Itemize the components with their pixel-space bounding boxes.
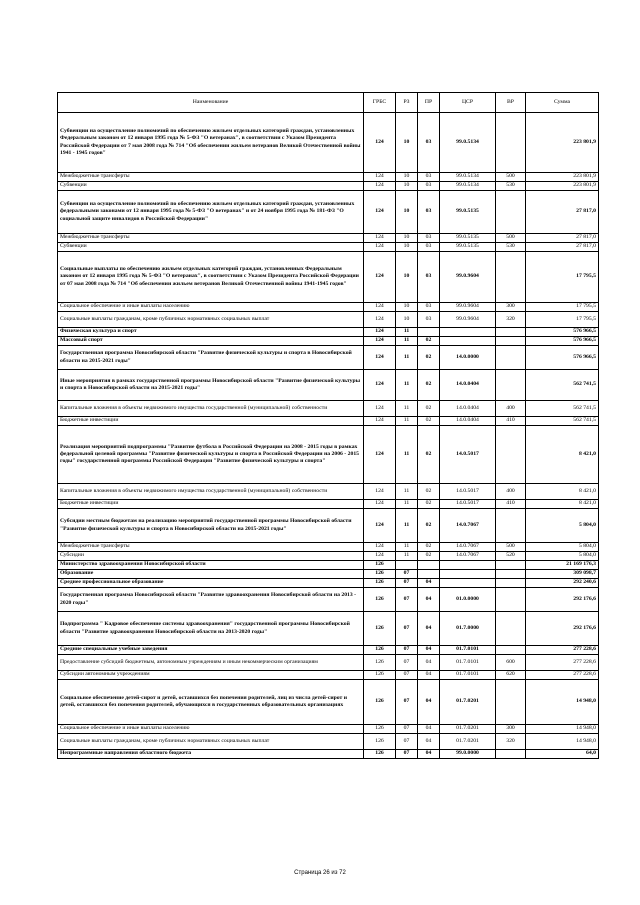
table-row [58, 646, 599, 655]
row-pr: 03 [418, 312, 440, 328]
row-name: Межбюджетные трансферты [58, 234, 364, 243]
row-name: Капитальные вложения в объекты недвижимого имущества государственной (муниципальной) собственности [58, 484, 364, 500]
row-csr [440, 561, 496, 570]
row-csr: 14.0.0404 [440, 401, 496, 417]
row-grbs: 126 [364, 561, 396, 570]
row-csr: 99.0.5135 [440, 191, 496, 234]
row-csr [440, 570, 496, 579]
row-vr: 300 [496, 303, 526, 312]
row-name: Субвенции [58, 182, 364, 191]
row-sum: 309 098,7 [526, 570, 599, 579]
row-grbs: 126 [364, 612, 396, 646]
row-vr [496, 191, 526, 234]
row-name: Государственная программа Новосибирской области "Развитие физической культуры и спорта в Новосибирской области на 2015-2021 годы" [58, 346, 364, 370]
row-grbs: 124 [364, 500, 396, 509]
row-sum: 17 795,5 [526, 252, 599, 303]
row-csr: 01.7.0201 [440, 680, 496, 725]
row-grbs: 124 [364, 173, 396, 182]
row-grbs: 124 [364, 346, 396, 370]
row-rz: 11 [396, 552, 418, 561]
row-grbs: 124 [364, 552, 396, 561]
table-row [58, 561, 599, 570]
row-grbs: 126 [364, 588, 396, 612]
row-vr [496, 561, 526, 570]
row-csr: 01.7.0201 [440, 734, 496, 750]
row-name: Социальные выплаты гражданам, кроме публичных нормативных социальных выплат [58, 734, 364, 750]
row-sum: 562 741,5 [526, 370, 599, 401]
row-csr: 01.7.0000 [440, 612, 496, 646]
row-grbs: 126 [364, 725, 396, 734]
table-row [58, 243, 599, 252]
table-row [58, 680, 599, 725]
row-pr [418, 561, 440, 570]
row-pr: 03 [418, 113, 440, 173]
row-pr: 04 [418, 725, 440, 734]
row-name: Социальное обеспечение и иные выплаты населению [58, 303, 364, 312]
row-sum: 27 817,0 [526, 234, 599, 243]
row-vr [496, 570, 526, 579]
row-vr [496, 252, 526, 303]
table-row [58, 509, 599, 543]
row-sum: 14 948,0 [526, 725, 599, 734]
row-csr: 99.0.0000 [440, 750, 496, 759]
row-grbs: 124 [364, 234, 396, 243]
row-vr: 600 [496, 655, 526, 671]
row-name: Непрограммные направления областного бюджета [58, 750, 364, 759]
row-pr: 02 [418, 417, 440, 426]
row-pr: 03 [418, 191, 440, 234]
row-pr: 04 [418, 750, 440, 759]
row-name: Социальные выплаты по обеспечению жильем отдельных категорий граждан, установленных Федеральным законом от 12 января 1995 года № 5-ФЗ "О ветеранах", в соответствии с Указом Президента Российской Федерации от 07 мая 2008 года № 714 "Об обеспечении жильем ветеранов Великой Отечественной войны 1941-1945 годов" [58, 252, 364, 303]
row-pr: 03 [418, 303, 440, 312]
row-sum: 562 741,5 [526, 417, 599, 426]
row-rz: 07 [396, 570, 418, 579]
table-row [58, 579, 599, 588]
row-pr: 04 [418, 734, 440, 750]
row-rz: 07 [396, 671, 418, 680]
table-row [58, 417, 599, 426]
table-row [58, 370, 599, 401]
row-sum: 576 966,5 [526, 346, 599, 370]
row-rz: 07 [396, 725, 418, 734]
row-sum: 5 804,0 [526, 509, 599, 543]
row-rz [396, 561, 418, 570]
row-csr: 99.0.5134 [440, 113, 496, 173]
table-row [58, 734, 599, 750]
row-rz: 07 [396, 680, 418, 725]
row-grbs: 124 [364, 417, 396, 426]
row-vr [496, 612, 526, 646]
row-rz: 11 [396, 509, 418, 543]
row-grbs: 126 [364, 579, 396, 588]
row-sum: 277 228,6 [526, 671, 599, 680]
row-vr [496, 646, 526, 655]
row-csr: 99.0.5135 [440, 243, 496, 252]
row-sum: 17 795,5 [526, 312, 599, 328]
row-name: Субсидии [58, 552, 364, 561]
row-vr: 530 [496, 182, 526, 191]
row-csr [440, 579, 496, 588]
row-vr: 400 [496, 401, 526, 417]
row-name: Бюджетные инвестиции [58, 500, 364, 509]
row-sum: 5 804,0 [526, 543, 599, 552]
row-vr: 300 [496, 725, 526, 734]
row-pr: 03 [418, 234, 440, 243]
row-csr: 14.0.7067 [440, 509, 496, 543]
table-row [58, 750, 599, 759]
row-vr: 520 [496, 552, 526, 561]
row-vr [496, 346, 526, 370]
row-csr: 01.7.0101 [440, 646, 496, 655]
row-rz: 10 [396, 182, 418, 191]
row-grbs: 124 [364, 401, 396, 417]
row-grbs: 124 [364, 509, 396, 543]
table-row [58, 671, 599, 680]
row-csr: 99.0.5134 [440, 182, 496, 191]
row-pr: 03 [418, 252, 440, 303]
row-pr: 04 [418, 671, 440, 680]
row-vr [496, 509, 526, 543]
row-sum: 223 801,9 [526, 182, 599, 191]
row-vr [496, 579, 526, 588]
row-name: Государственная программа Новосибирской области "Развитие здравоохранения Новосибирской области на 2013 - 2020 годы" [58, 588, 364, 612]
row-vr: 500 [496, 234, 526, 243]
table-row [58, 588, 599, 612]
row-pr: 02 [418, 401, 440, 417]
row-pr: 04 [418, 588, 440, 612]
row-name: Физическая культура и спорт [58, 328, 364, 337]
header-pr: ПР [418, 93, 440, 113]
row-sum: 27 817,0 [526, 243, 599, 252]
row-pr: 02 [418, 426, 440, 484]
row-grbs: 124 [364, 113, 396, 173]
row-pr: 04 [418, 646, 440, 655]
row-csr: 01.7.0201 [440, 725, 496, 734]
row-rz: 11 [396, 346, 418, 370]
row-csr: 14.0.0404 [440, 417, 496, 426]
table-row [58, 234, 599, 243]
row-csr: 14.0.5017 [440, 484, 496, 500]
row-rz: 11 [396, 370, 418, 401]
row-pr: 02 [418, 337, 440, 346]
row-name: Бюджетные инвестиции [58, 417, 364, 426]
row-grbs: 126 [364, 646, 396, 655]
row-pr [418, 328, 440, 337]
row-grbs: 124 [364, 243, 396, 252]
row-sum: 8 421,0 [526, 426, 599, 484]
row-csr: 14.0.0000 [440, 346, 496, 370]
row-name: Министерство здравоохранения Новосибирской области [58, 561, 364, 570]
row-name: Среднее профессиональное образование [58, 579, 364, 588]
table-row [58, 500, 599, 509]
table-row [58, 312, 599, 328]
row-vr [496, 426, 526, 484]
row-vr: 320 [496, 734, 526, 750]
row-rz: 10 [396, 303, 418, 312]
row-vr: 620 [496, 671, 526, 680]
row-rz: 07 [396, 588, 418, 612]
row-grbs: 124 [364, 370, 396, 401]
row-grbs: 126 [364, 655, 396, 671]
row-sum: 277 228,6 [526, 655, 599, 671]
table-row [58, 252, 599, 303]
row-name: Межбюджетные трансферты [58, 543, 364, 552]
row-rz: 11 [396, 417, 418, 426]
row-grbs: 124 [364, 484, 396, 500]
row-csr: 01.7.0101 [440, 671, 496, 680]
row-grbs: 126 [364, 570, 396, 579]
row-name: Субсидии местным бюджетам на реализацию мероприятий государственной программы Новосибирской области "Развитие физической культуры и спорта в Новосибирской области на 2015-2021 годы" [58, 509, 364, 543]
row-sum: 64,0 [526, 750, 599, 759]
row-vr [496, 680, 526, 725]
row-pr: 03 [418, 173, 440, 182]
header-vr: ВР [496, 93, 526, 113]
row-pr: 04 [418, 612, 440, 646]
row-sum: 576 966,5 [526, 328, 599, 337]
row-name: Подпрограмма " Кадровое обеспечение системы здравоохранения" государственной программы Новосибирской области "Развитие здравоохранения Новосибирской области на 2013-2020 годы" [58, 612, 364, 646]
row-sum: 562 741,5 [526, 401, 599, 417]
row-sum: 223 801,9 [526, 173, 599, 182]
table-row [58, 337, 599, 346]
table-row [58, 426, 599, 484]
row-rz: 11 [396, 484, 418, 500]
row-vr: 410 [496, 500, 526, 509]
row-name: Субсидии автономным учреждениям [58, 671, 364, 680]
row-grbs: 124 [364, 337, 396, 346]
row-grbs: 124 [364, 191, 396, 234]
row-grbs: 126 [364, 750, 396, 759]
row-vr: 400 [496, 484, 526, 500]
row-name: Капитальные вложения в объекты недвижимого имущества государственной (муниципальной) собственности [58, 401, 364, 417]
row-rz: 10 [396, 191, 418, 234]
row-rz: 10 [396, 113, 418, 173]
row-vr [496, 750, 526, 759]
row-rz: 11 [396, 401, 418, 417]
row-name: Социальное обеспечение детей-сирот и детей, оставшихся без попечения родителей, лиц из числа детей-сирот и детей, оставшихся без попечения родителей, обучающихся в государственных образовательных организациях [58, 680, 364, 725]
row-csr: 14.0.0404 [440, 370, 496, 401]
row-vr: 320 [496, 312, 526, 328]
row-rz: 11 [396, 426, 418, 484]
row-pr: 04 [418, 579, 440, 588]
table-row [58, 328, 599, 337]
row-pr: 03 [418, 182, 440, 191]
row-rz: 07 [396, 734, 418, 750]
row-grbs: 126 [364, 734, 396, 750]
row-csr: 14.0.5017 [440, 426, 496, 484]
table-row [58, 655, 599, 671]
row-vr [496, 113, 526, 173]
row-rz: 07 [396, 612, 418, 646]
row-grbs: 124 [364, 543, 396, 552]
row-vr [496, 588, 526, 612]
row-sum: 277 228,6 [526, 646, 599, 655]
row-grbs: 126 [364, 671, 396, 680]
row-grbs: 124 [364, 312, 396, 328]
row-name: Субвенции на осуществление полномочий по обеспечению жильем отдельных категорий граждан, установленных федеральными законами от 12 января 1995 года № 5-ФЗ "О ветеранах" и от 24 ноября 1995 года № 181-ФЗ "О социальной защите инвалидов в Российской Федерации" [58, 191, 364, 234]
table-row [58, 401, 599, 417]
row-csr: 14.0.5017 [440, 500, 496, 509]
row-sum: 5 804,0 [526, 552, 599, 561]
row-csr: 14.0.7067 [440, 543, 496, 552]
row-sum: 576 966,5 [526, 337, 599, 346]
page-footer: Страница 26 из 72 [294, 870, 346, 876]
row-pr: 02 [418, 509, 440, 543]
row-name: Образование [58, 570, 364, 579]
row-pr: 02 [418, 552, 440, 561]
table-row [58, 725, 599, 734]
row-csr: 99.0.9604 [440, 312, 496, 328]
row-name: Массовый спорт [58, 337, 364, 346]
row-rz: 11 [396, 543, 418, 552]
header-rz: РЗ [396, 93, 418, 113]
row-sum: 292 240,6 [526, 579, 599, 588]
row-name: Иные мероприятия в рамках государственной программы Новосибирской области "Развитие физической культуры и спорта в Новосибирской области на 2015-2021 годы" [58, 370, 364, 401]
row-name: Социальное обеспечение и иные выплаты населению [58, 725, 364, 734]
row-name: Субвенции [58, 243, 364, 252]
row-csr: 01.7.0101 [440, 655, 496, 671]
row-sum: 292 176,6 [526, 612, 599, 646]
table-header-row [58, 93, 599, 113]
row-csr: 99.0.9604 [440, 303, 496, 312]
table-row [58, 612, 599, 646]
row-rz: 10 [396, 234, 418, 243]
row-rz: 07 [396, 646, 418, 655]
row-csr: 99.0.9604 [440, 252, 496, 303]
table-row [58, 552, 599, 561]
row-csr: 99.0.5135 [440, 234, 496, 243]
row-pr: 02 [418, 500, 440, 509]
row-pr: 02 [418, 484, 440, 500]
row-csr [440, 337, 496, 346]
row-sum: 14 948,0 [526, 734, 599, 750]
row-rz: 07 [396, 655, 418, 671]
row-rz: 10 [396, 312, 418, 328]
table-row [58, 113, 599, 173]
row-pr: 03 [418, 243, 440, 252]
row-vr: 530 [496, 243, 526, 252]
budget-table [57, 92, 599, 759]
row-pr: 04 [418, 655, 440, 671]
row-csr: 14.0.7067 [440, 552, 496, 561]
row-vr: 500 [496, 173, 526, 182]
row-rz: 10 [396, 243, 418, 252]
row-rz: 11 [396, 500, 418, 509]
row-rz: 07 [396, 750, 418, 759]
row-sum: 27 817,0 [526, 191, 599, 234]
row-pr: 04 [418, 680, 440, 725]
table-row [58, 484, 599, 500]
header-grbs: ГРБС [364, 93, 396, 113]
row-sum: 292 176,6 [526, 588, 599, 612]
row-sum: 17 795,5 [526, 303, 599, 312]
row-sum: 14 948,0 [526, 680, 599, 725]
row-csr [440, 328, 496, 337]
table-row [58, 346, 599, 370]
budget-table-page [57, 92, 598, 759]
row-vr [496, 370, 526, 401]
row-grbs: 124 [364, 303, 396, 312]
row-sum: 8 421,0 [526, 484, 599, 500]
row-pr [418, 570, 440, 579]
table-row [58, 173, 599, 182]
row-name: Социальные выплаты гражданам, кроме публичных нормативных социальных выплат [58, 312, 364, 328]
row-grbs: 124 [364, 252, 396, 303]
row-sum: 8 421,0 [526, 500, 599, 509]
row-grbs: 126 [364, 680, 396, 725]
table-row [58, 182, 599, 191]
row-vr: 410 [496, 417, 526, 426]
table-row [58, 570, 599, 579]
row-vr [496, 337, 526, 346]
header-name: Наименование [58, 93, 364, 113]
row-sum: 21 169 176,3 [526, 561, 599, 570]
header-sum: Сумма [526, 93, 599, 113]
row-pr: 02 [418, 346, 440, 370]
table-row [58, 543, 599, 552]
row-rz: 07 [396, 579, 418, 588]
row-pr: 02 [418, 370, 440, 401]
row-rz: 11 [396, 328, 418, 337]
row-vr [496, 328, 526, 337]
header-csr: ЦСР [440, 93, 496, 113]
row-name: Субвенции на осуществление полномочий по обеспечению жильем отдельных категорий граждан, установленных Федеральным законом от 12 января 1995 года № 5-ФЗ "О ветеранах", в соответствии с Указом Президента Российской Федерации от 7 мая 2008 года № 714 "Об обеспечении жильем ветеранов Великой Отечественной войны 1941 - 1945 годов" [58, 113, 364, 173]
table-row [58, 191, 599, 234]
row-csr: 01.0.0000 [440, 588, 496, 612]
row-name: Реализация мероприятий подпрограммы "Развитие футбола в Российской Федерации на 2008 - 2015 годы в рамках федеральной целевой программы "Развитие физической культуры и спорта в Российской Федерации на 2006 - 2015 годы" государственной программы Российской Федерации "Развитие физической культуры и спорта" [58, 426, 364, 484]
row-sum: 223 801,9 [526, 113, 599, 173]
row-grbs: 124 [364, 328, 396, 337]
table-row [58, 303, 599, 312]
row-rz: 10 [396, 173, 418, 182]
row-csr: 99.0.5134 [440, 173, 496, 182]
row-vr: 500 [496, 543, 526, 552]
row-name: Предоставление субсидий бюджетным, автономным учреждениям и иным некоммерческим организациям [58, 655, 364, 671]
row-pr: 02 [418, 543, 440, 552]
row-grbs: 124 [364, 426, 396, 484]
row-name: Средние специальные учебные заведения [58, 646, 364, 655]
row-rz: 11 [396, 337, 418, 346]
row-grbs: 124 [364, 182, 396, 191]
row-rz: 10 [396, 252, 418, 303]
row-name: Межбюджетные трансферты [58, 173, 364, 182]
